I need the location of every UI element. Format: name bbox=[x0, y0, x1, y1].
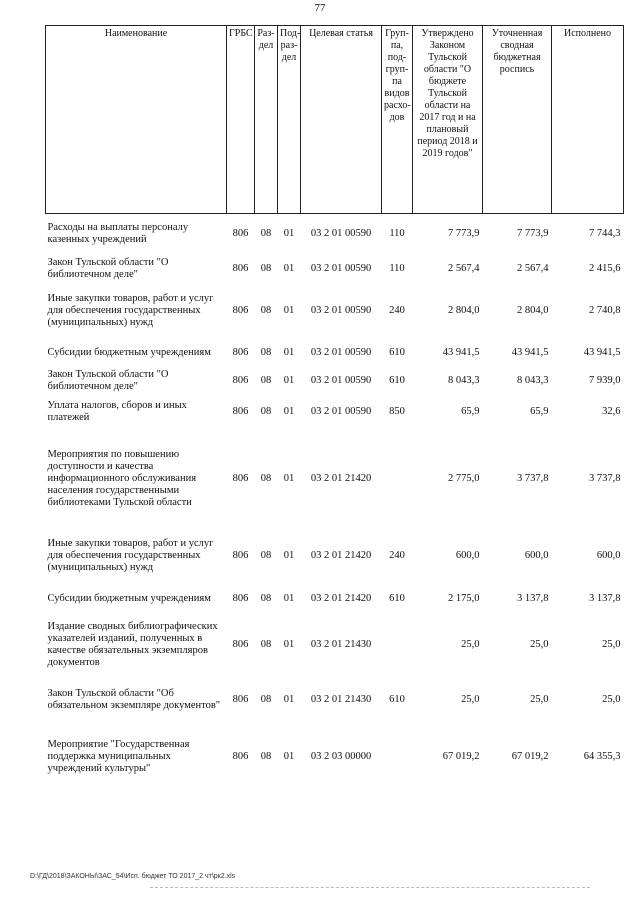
row-refined: 3 137,8 bbox=[517, 592, 549, 604]
row-razdel: 08 bbox=[260, 374, 272, 386]
row-target: 03 2 01 00590 bbox=[310, 374, 372, 386]
table-row bbox=[46, 284, 624, 338]
header-group: Груп-па, под-груп-па видов расхо-дов bbox=[382, 26, 413, 214]
row-razdel: 08 bbox=[260, 592, 272, 604]
header-target: Целевая статья bbox=[301, 26, 382, 214]
header-podrazdel: Под-раз-дел bbox=[278, 26, 301, 214]
row-target: 03 2 01 00590 bbox=[310, 405, 372, 417]
row-group: 610 bbox=[389, 374, 405, 386]
row-group: 110 bbox=[389, 227, 405, 239]
header-name: Наименование bbox=[46, 26, 227, 214]
row-group: 850 bbox=[389, 405, 405, 417]
row-name: Субсидии бюджетным учреждениям bbox=[47, 346, 211, 358]
row-target: 03 2 01 21430 bbox=[310, 638, 372, 650]
row-name: Издание сводных библиографических указателей изданий, полученных в качестве обязательных экземпляров документов bbox=[47, 620, 218, 668]
row-group: 610 bbox=[389, 346, 405, 358]
header-refined: Уточненная сводная бюджетная роспись bbox=[483, 26, 552, 214]
row-grbs: 806 bbox=[232, 472, 249, 484]
row-podrazdel: 01 bbox=[283, 346, 295, 358]
row-target: 03 2 01 21420 bbox=[310, 549, 372, 561]
row-podrazdel: 01 bbox=[283, 693, 295, 705]
row-refined: 3 737,8 bbox=[517, 472, 549, 484]
row-name: Субсидии бюджетным учреждениям bbox=[47, 592, 211, 604]
table-row bbox=[46, 584, 624, 614]
page-number: 77 bbox=[314, 2, 326, 14]
row-group: 240 bbox=[389, 549, 405, 561]
row-approved: 67 019,2 bbox=[442, 750, 480, 762]
row-target: 03 2 01 21430 bbox=[310, 693, 372, 705]
row-grbs: 806 bbox=[232, 346, 249, 358]
row-refined: 25,0 bbox=[530, 638, 549, 650]
row-group: 110 bbox=[389, 262, 405, 274]
row-executed: 25,0 bbox=[602, 693, 621, 705]
row-razdel: 08 bbox=[260, 693, 272, 705]
row-razdel: 08 bbox=[260, 472, 272, 484]
row-name: Уплата налогов, сборов и иных платежей bbox=[47, 399, 187, 423]
table-row bbox=[46, 338, 624, 368]
budget-table bbox=[45, 25, 624, 790]
row-refined: 25,0 bbox=[530, 693, 549, 705]
row-refined: 2 804,0 bbox=[517, 304, 549, 316]
row-podrazdel: 01 bbox=[283, 472, 295, 484]
row-name: Закон Тульской области "О библиотечном деле" bbox=[47, 368, 169, 392]
footer-divider bbox=[150, 887, 590, 888]
row-target: 03 2 03 00000 bbox=[310, 750, 372, 762]
file-path-footer: D:\ГД\2018\ЗАКОНЫ\ЗАС_54\Исп. бюджет ТО 2017_2 чт\рк2.xls bbox=[30, 873, 236, 880]
row-approved: 25,0 bbox=[461, 693, 480, 705]
row-approved: 43 941,5 bbox=[442, 346, 480, 358]
header-razdel: Раз-дел bbox=[255, 26, 278, 214]
row-razdel: 08 bbox=[260, 750, 272, 762]
row-podrazdel: 01 bbox=[283, 638, 295, 650]
row-grbs: 806 bbox=[232, 374, 249, 386]
row-podrazdel: 01 bbox=[283, 374, 295, 386]
header-executed: Исполнено bbox=[552, 26, 624, 214]
row-target: 03 2 01 00590 bbox=[310, 304, 372, 316]
row-podrazdel: 01 bbox=[283, 750, 295, 762]
row-refined: 67 019,2 bbox=[511, 750, 549, 762]
row-approved: 8 043,3 bbox=[448, 374, 480, 386]
row-grbs: 806 bbox=[232, 262, 249, 274]
table-row bbox=[46, 614, 624, 676]
row-executed: 43 941,5 bbox=[583, 346, 621, 358]
row-target: 03 2 01 00590 bbox=[310, 227, 372, 239]
row-executed: 3 137,8 bbox=[589, 592, 621, 604]
row-refined: 43 941,5 bbox=[511, 346, 549, 358]
row-refined: 8 043,3 bbox=[517, 374, 549, 386]
row-approved: 2 804,0 bbox=[448, 304, 480, 316]
row-name: Расходы на выплаты персоналу казенных учреждений bbox=[47, 221, 189, 245]
row-name: Мероприятия по повышению доступности и качества информационного обслуживания населения государственными библиотеками Тульской области bbox=[47, 448, 197, 508]
row-grbs: 806 bbox=[232, 592, 249, 604]
row-podrazdel: 01 bbox=[283, 304, 295, 316]
row-executed: 2 740,8 bbox=[589, 304, 621, 316]
row-grbs: 806 bbox=[232, 549, 249, 561]
row-grbs: 806 bbox=[232, 227, 249, 239]
row-group: 240 bbox=[389, 304, 405, 316]
header-grbs: ГРБС bbox=[227, 26, 255, 214]
header-approved: Утверждено Законом Тульской области "О бюджете Тульской области на 2017 год и на плановый период 2018 и 2019 годов" bbox=[413, 26, 483, 214]
row-name: Закон Тульской области "Об обязательном экземпляре документов" bbox=[47, 687, 221, 711]
row-razdel: 08 bbox=[260, 304, 272, 316]
row-podrazdel: 01 bbox=[283, 405, 295, 417]
row-group bbox=[382, 614, 413, 676]
row-approved: 2 775,0 bbox=[448, 472, 480, 484]
row-executed: 32,6 bbox=[602, 405, 621, 417]
table-row bbox=[46, 724, 624, 790]
row-approved: 2 175,0 bbox=[448, 592, 480, 604]
row-refined: 2 567,4 bbox=[517, 262, 549, 274]
row-razdel: 08 bbox=[260, 262, 272, 274]
row-refined: 7 773,9 bbox=[517, 227, 549, 239]
row-executed: 3 737,8 bbox=[589, 472, 621, 484]
table-row bbox=[46, 214, 624, 254]
row-podrazdel: 01 bbox=[283, 592, 295, 604]
row-razdel: 08 bbox=[260, 549, 272, 561]
row-approved: 7 773,9 bbox=[448, 227, 480, 239]
row-group bbox=[382, 430, 413, 528]
row-executed: 600,0 bbox=[596, 549, 621, 561]
row-razdel: 08 bbox=[260, 638, 272, 650]
row-target: 03 2 01 21420 bbox=[310, 592, 372, 604]
row-group bbox=[382, 724, 413, 790]
row-executed: 7 744,3 bbox=[589, 227, 621, 239]
row-razdel: 08 bbox=[260, 346, 272, 358]
row-grbs: 806 bbox=[232, 638, 249, 650]
row-razdel: 08 bbox=[260, 405, 272, 417]
row-target: 03 2 01 21420 bbox=[310, 472, 372, 484]
row-podrazdel: 01 bbox=[283, 549, 295, 561]
row-group: 610 bbox=[389, 693, 405, 705]
row-executed: 25,0 bbox=[602, 638, 621, 650]
row-executed: 64 355,3 bbox=[583, 750, 621, 762]
row-approved: 600,0 bbox=[455, 549, 480, 561]
row-group: 610 bbox=[389, 592, 405, 604]
table-row bbox=[46, 394, 624, 430]
table-row bbox=[46, 676, 624, 724]
table-row bbox=[46, 528, 624, 584]
row-grbs: 806 bbox=[232, 405, 249, 417]
row-name: Закон Тульской области "О библиотечном деле" bbox=[47, 256, 169, 280]
row-name: Иные закупки товаров, работ и услуг для обеспечения государственных (муниципальных) нужд bbox=[47, 537, 214, 573]
table-row bbox=[46, 368, 624, 394]
row-refined: 65,9 bbox=[530, 405, 549, 417]
row-name: Иные закупки товаров, работ и услуг для обеспечения государственных (муниципальных) нужд bbox=[47, 292, 214, 328]
row-approved: 2 567,4 bbox=[448, 262, 480, 274]
row-podrazdel: 01 bbox=[283, 262, 295, 274]
table-row bbox=[46, 254, 624, 284]
row-executed: 7 939,0 bbox=[589, 374, 621, 386]
row-target: 03 2 01 00590 bbox=[310, 262, 372, 274]
row-podrazdel: 01 bbox=[283, 227, 295, 239]
row-grbs: 806 bbox=[232, 304, 249, 316]
row-target: 03 2 01 00590 bbox=[310, 346, 372, 358]
row-refined: 600,0 bbox=[524, 549, 549, 561]
row-approved: 25,0 bbox=[461, 638, 480, 650]
row-grbs: 806 bbox=[232, 750, 249, 762]
row-grbs: 806 bbox=[232, 693, 249, 705]
row-razdel: 08 bbox=[260, 227, 272, 239]
row-approved: 65,9 bbox=[461, 405, 480, 417]
row-name: Мероприятие "Государственная поддержка муниципальных учреждений культуры" bbox=[47, 738, 190, 774]
table-body bbox=[46, 214, 624, 790]
row-executed: 2 415,6 bbox=[589, 262, 621, 274]
table-header bbox=[46, 26, 624, 214]
table-row bbox=[46, 430, 624, 528]
